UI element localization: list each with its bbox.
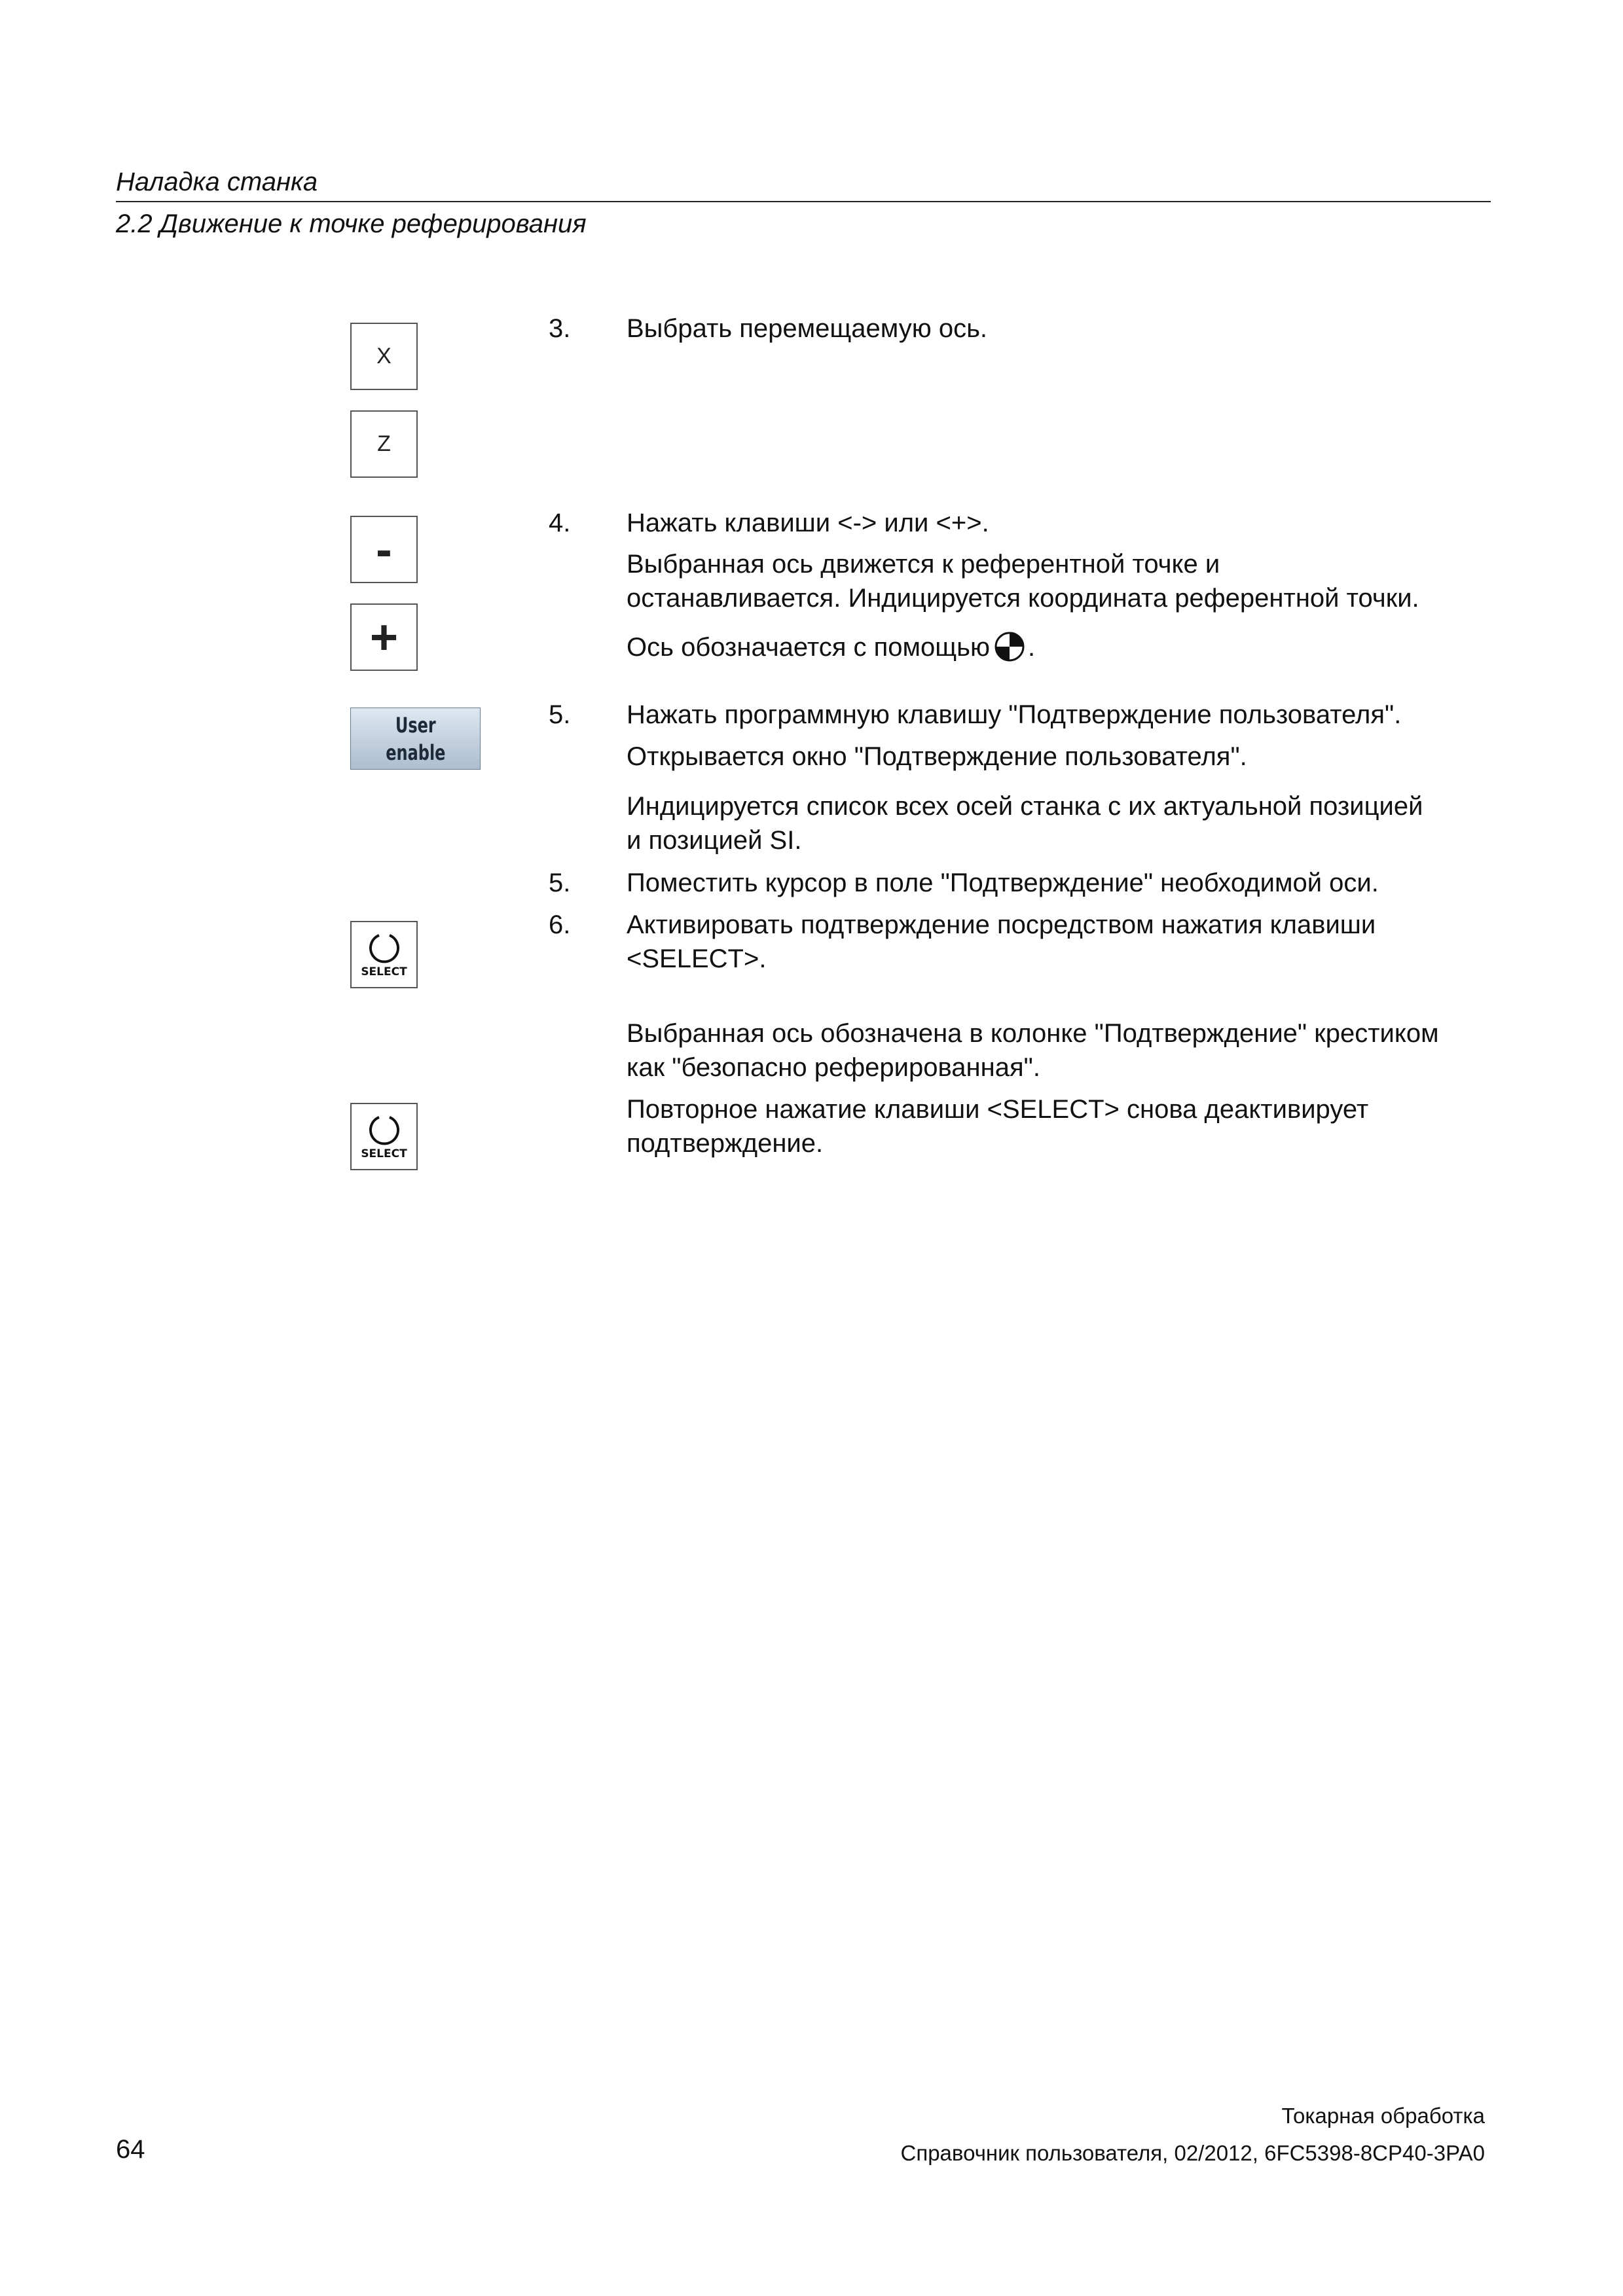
book-info: Справочник пользователя, 02/2012, 6FC5398-8CP40-3PA0 [900,2141,1485,2165]
step-number: 5. [549,700,571,729]
book-title: Токарная обработка [1281,2104,1485,2128]
step-text: Выбранная ось обозначена в колонке "Подтверждение" крестиком [627,1019,1439,1048]
step-number: 4. [549,509,571,537]
user-enable-softkey-label: User enable [385,712,446,765]
select-key-label: SELECT [361,1147,407,1160]
step-text: Выбранная ось движется к референтной точке и [627,550,1220,579]
x-key-label: X [376,344,392,368]
z-axis-key [350,410,418,478]
x-axis-key [350,323,418,390]
step-text: Активировать подтверждение посредством нажатия клавиши [627,910,1376,939]
step-text: как "безопасно реферированная". [627,1053,1040,1082]
step-number: 3. [549,314,571,343]
select-cycle-icon [366,931,403,964]
plus-key-label: + [369,609,399,664]
step-text: Индицируется список всех осей станка с их актуальной позицией [627,792,1423,821]
step-text: Ось обозначается с помощью [627,633,990,662]
step-text: Нажать программную клавишу "Подтверждение пользователя". [627,700,1402,729]
chapter-title: Наладка станка [116,168,318,196]
step-number: 6. [549,910,571,939]
plus-key [350,603,418,671]
step-text-with-icon [627,630,1035,664]
minus-key-label: - [376,522,392,577]
select-key [350,921,418,988]
step-text: Открывается окно "Подтверждение пользователя". [627,742,1247,771]
select-cycle-icon [366,1113,403,1146]
header-divider [116,201,1491,202]
reference-point-icon [994,631,1025,662]
step-number: 5. [549,869,571,897]
step-text: Повторное нажатие клавиши <SELECT> снова деактивирует [627,1095,1369,1124]
step-text: . [1027,633,1036,662]
page-number: 64 [116,2135,145,2164]
step-text: Поместить курсор в поле "Подтверждение" необходимой оси. [627,869,1379,897]
step-text: подтверждение. [627,1129,824,1158]
step-text: Нажать клавиши <-> или <+>. [627,509,989,537]
step-text: и позицией SI. [627,826,802,855]
select-key-label: SELECT [361,965,407,978]
step-text: <SELECT>. [627,944,767,973]
step-text: останавливается. Индицируется координата референтной точки. [627,584,1419,613]
user-enable-softkey [350,708,481,770]
z-key-label: Z [377,431,391,456]
step-text: Выбрать перемещаемую ось. [627,314,988,343]
minus-key [350,516,418,583]
section-title: 2.2 Движение к точке реферирования [116,209,587,238]
select-key-2 [350,1103,418,1170]
